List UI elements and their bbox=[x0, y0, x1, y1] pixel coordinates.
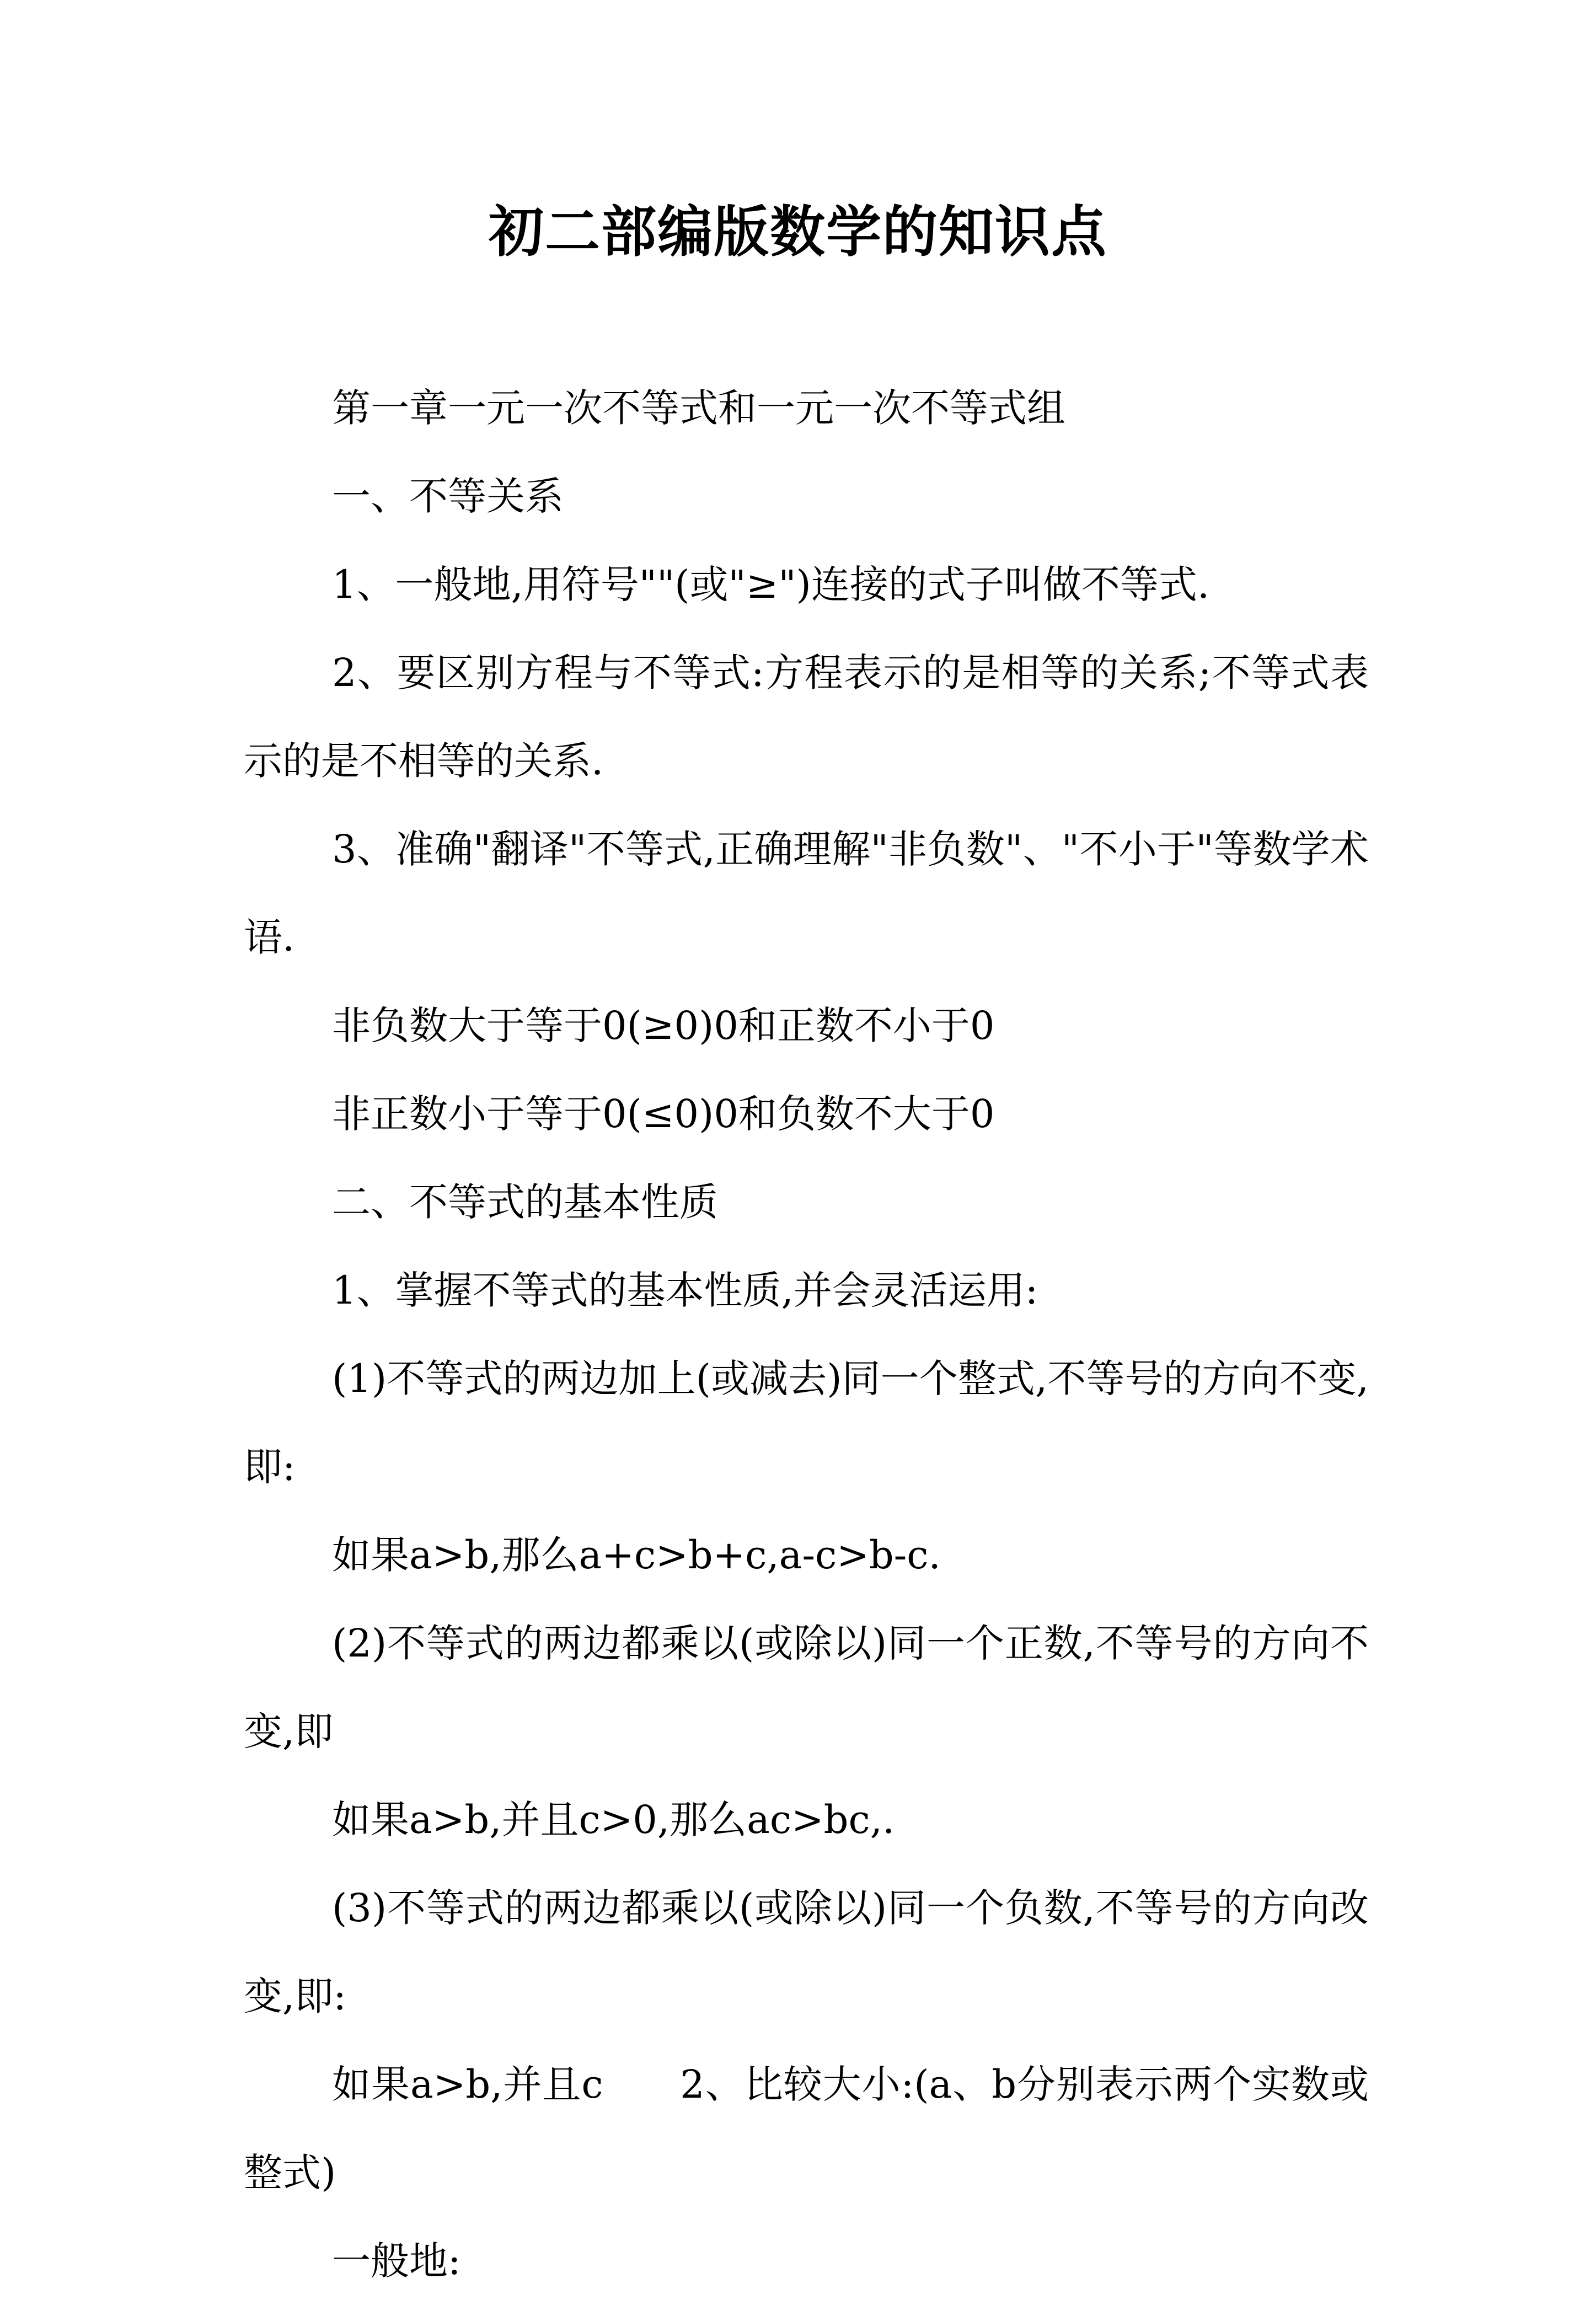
paragraph: 一般地: bbox=[332, 2238, 461, 2283]
paragraph: 2、要区别方程与不等式:方程表示的是相等的关系;不等式表示的是不相等的关系. bbox=[244, 650, 1369, 784]
chapter-heading: 第一章一元一次不等式和一元一次不等式组 bbox=[332, 385, 1065, 431]
paragraph: 3、准确"翻译"不等式,正确理解"非负数"、"不小于"等数学术语. bbox=[244, 827, 1369, 960]
paragraph: 如果a>b,并且c 2、比较大小:(a、b分别表示两个实数或整式) bbox=[244, 2062, 1369, 2195]
paragraph: (2)不等式的两边都乘以(或除以)同一个正数,不等号的方向不变,即 bbox=[244, 1621, 1369, 1754]
paragraph: 非负数大于等于0(≥0)0和正数不小于0 bbox=[332, 1003, 995, 1048]
paragraph: (3)不等式的两边都乘以(或除以)同一个负数,不等号的方向改变,即: bbox=[244, 1885, 1369, 2019]
document-title: 初二部编版数学的知识点 bbox=[489, 199, 1107, 264]
paragraph: (1)不等式的两边加上(或减去)同一个整式,不等号的方向不变,即: bbox=[244, 1356, 1369, 1489]
paragraph: 非正数小于等于0(≤0)0和负数不大于0 bbox=[332, 1091, 995, 1137]
document-body bbox=[244, 364, 1369, 2305]
paragraph: 1、掌握不等式的基本性质,并会灵活运用: bbox=[332, 1268, 1038, 1313]
section-heading: 二、不等式的基本性质 bbox=[332, 1180, 718, 1225]
section-heading: 一、不等关系 bbox=[332, 474, 564, 519]
formula-paragraph: 如果a>b,那么a+c>b+c,a-c>b-c. bbox=[332, 1532, 941, 1578]
formula-paragraph: 如果a>b,并且c>0,那么ac>bc,. bbox=[332, 1797, 895, 1842]
paragraph: 1、一般地,用符号""(或"≥")连接的式子叫做不等式. bbox=[332, 562, 1210, 607]
